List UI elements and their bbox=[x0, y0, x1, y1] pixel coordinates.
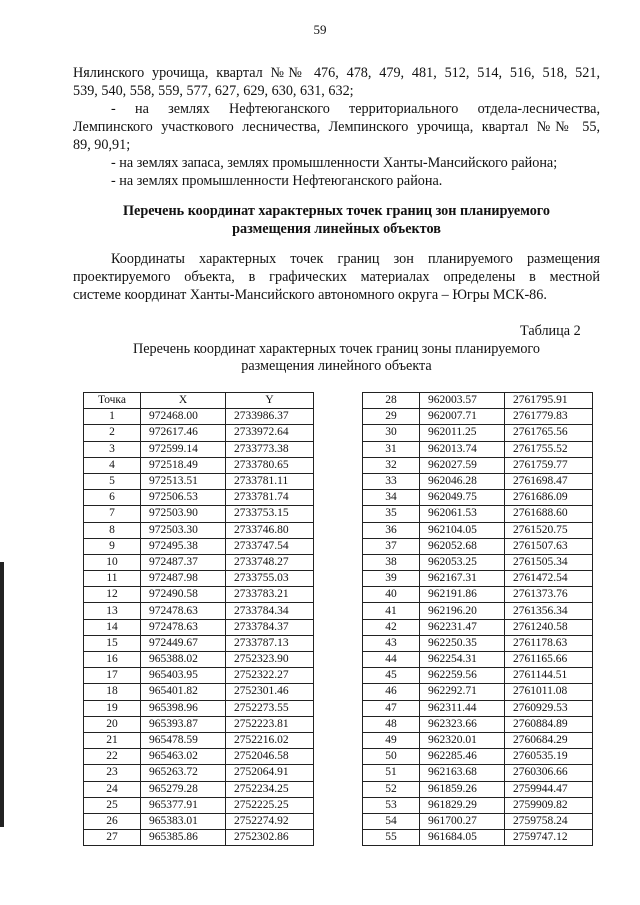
table-row bbox=[84, 668, 314, 684]
x-coordinate: 962254.31 bbox=[420, 652, 505, 668]
x-coordinate: 965388.02 bbox=[141, 652, 226, 668]
x-coordinate: 965393.87 bbox=[141, 716, 226, 732]
point-number: 10 bbox=[84, 554, 141, 570]
x-coordinate: 972503.30 bbox=[141, 522, 226, 538]
x-coordinate: 962046.28 bbox=[420, 473, 505, 489]
y-coordinate: 2733748.27 bbox=[226, 554, 314, 570]
y-coordinate: 2733781.11 bbox=[226, 473, 314, 489]
point-number: 54 bbox=[363, 813, 420, 829]
table-row bbox=[363, 716, 593, 732]
table-row bbox=[84, 473, 314, 489]
y-coordinate: 2733781.74 bbox=[226, 490, 314, 506]
point-number: 22 bbox=[84, 749, 141, 765]
table-row bbox=[84, 457, 314, 473]
point-number: 37 bbox=[363, 538, 420, 554]
y-coordinate: 2733755.03 bbox=[226, 571, 314, 587]
table-label: Таблица 2 bbox=[520, 323, 581, 339]
x-coordinate: 972617.46 bbox=[141, 425, 226, 441]
y-coordinate: 2760306.66 bbox=[505, 765, 593, 781]
table-row bbox=[84, 635, 314, 651]
table-row bbox=[84, 587, 314, 603]
table-row bbox=[363, 700, 593, 716]
point-number: 28 bbox=[363, 393, 420, 409]
y-coordinate: 2761240.58 bbox=[505, 619, 593, 635]
x-coordinate: 972518.49 bbox=[141, 457, 226, 473]
table-row bbox=[363, 635, 593, 651]
point-number: 19 bbox=[84, 700, 141, 716]
table-row bbox=[363, 506, 593, 522]
x-coordinate: 962311.44 bbox=[420, 700, 505, 716]
y-coordinate: 2752322.27 bbox=[226, 668, 314, 684]
intro-line: - на землях Нефтеюганского территориального отдела-лесничества, bbox=[111, 101, 600, 117]
point-number: 23 bbox=[84, 765, 141, 781]
table-row bbox=[84, 554, 314, 570]
paragraph-line: Координаты характерных точек границ зон планируемого размещения bbox=[111, 251, 600, 267]
table-row bbox=[84, 409, 314, 425]
point-number: 39 bbox=[363, 571, 420, 587]
x-coordinate: 962259.56 bbox=[420, 668, 505, 684]
point-number: 2 bbox=[84, 425, 141, 441]
x-coordinate: 965403.95 bbox=[141, 668, 226, 684]
header-y: Y bbox=[226, 393, 314, 409]
table-row bbox=[84, 506, 314, 522]
y-coordinate: 2733747.54 bbox=[226, 538, 314, 554]
y-coordinate: 2760929.53 bbox=[505, 700, 593, 716]
y-coordinate: 2752301.46 bbox=[226, 684, 314, 700]
x-coordinate: 961684.05 bbox=[420, 830, 505, 846]
x-coordinate: 972513.51 bbox=[141, 473, 226, 489]
table-header-row bbox=[84, 393, 314, 409]
header-x: X bbox=[141, 393, 226, 409]
y-coordinate: 2733787.13 bbox=[226, 635, 314, 651]
table-row bbox=[84, 749, 314, 765]
x-coordinate: 962049.75 bbox=[420, 490, 505, 506]
y-coordinate: 2761755.52 bbox=[505, 441, 593, 457]
y-coordinate: 2752234.25 bbox=[226, 781, 314, 797]
x-coordinate: 962320.01 bbox=[420, 732, 505, 748]
y-coordinate: 2761165.66 bbox=[505, 652, 593, 668]
y-coordinate: 2761688.60 bbox=[505, 506, 593, 522]
coordinates-table-right bbox=[362, 392, 593, 846]
table-row bbox=[84, 765, 314, 781]
y-coordinate: 2761505.34 bbox=[505, 554, 593, 570]
x-coordinate: 972487.98 bbox=[141, 571, 226, 587]
y-coordinate: 2760535.19 bbox=[505, 749, 593, 765]
y-coordinate: 2759758.24 bbox=[505, 813, 593, 829]
table-row bbox=[363, 538, 593, 554]
point-number: 27 bbox=[84, 830, 141, 846]
intro-line: 89, 90,91; bbox=[73, 137, 131, 153]
table-row bbox=[363, 813, 593, 829]
y-coordinate: 2761472.54 bbox=[505, 571, 593, 587]
table-row bbox=[84, 813, 314, 829]
x-coordinate: 972503.90 bbox=[141, 506, 226, 522]
y-coordinate: 2761356.34 bbox=[505, 603, 593, 619]
x-coordinate: 972495.38 bbox=[141, 538, 226, 554]
point-number: 35 bbox=[363, 506, 420, 522]
point-number: 32 bbox=[363, 457, 420, 473]
table-row bbox=[363, 797, 593, 813]
y-coordinate: 2733773.38 bbox=[226, 441, 314, 457]
point-number: 12 bbox=[84, 587, 141, 603]
table-row bbox=[84, 830, 314, 846]
section-heading: Перечень координат характерных точек границ зон планируемого bbox=[123, 203, 550, 219]
y-coordinate: 2761011.08 bbox=[505, 684, 593, 700]
x-coordinate: 965478.59 bbox=[141, 732, 226, 748]
point-number: 49 bbox=[363, 732, 420, 748]
y-coordinate: 2761178.63 bbox=[505, 635, 593, 651]
x-coordinate: 961829.29 bbox=[420, 797, 505, 813]
y-coordinate: 2761686.09 bbox=[505, 490, 593, 506]
table-row bbox=[363, 603, 593, 619]
table-row bbox=[84, 732, 314, 748]
table-row bbox=[84, 781, 314, 797]
table-row bbox=[363, 473, 593, 489]
table-row bbox=[363, 490, 593, 506]
point-number: 40 bbox=[363, 587, 420, 603]
table-row bbox=[363, 732, 593, 748]
x-coordinate: 962013.74 bbox=[420, 441, 505, 457]
paragraph-line: системе координат Ханты-Мансийского автономного округа – Югры МСК-86. bbox=[73, 287, 547, 303]
table-row bbox=[363, 684, 593, 700]
page-number: 59 bbox=[313, 22, 327, 37]
point-number: 9 bbox=[84, 538, 141, 554]
table-row bbox=[363, 571, 593, 587]
x-coordinate: 972449.67 bbox=[141, 635, 226, 651]
table-row bbox=[363, 441, 593, 457]
x-coordinate: 962011.25 bbox=[420, 425, 505, 441]
point-number: 7 bbox=[84, 506, 141, 522]
x-coordinate: 972487.37 bbox=[141, 554, 226, 570]
table-row bbox=[84, 490, 314, 506]
table-row bbox=[363, 409, 593, 425]
y-coordinate: 2760884.89 bbox=[505, 716, 593, 732]
table-row bbox=[363, 765, 593, 781]
x-coordinate: 965463.02 bbox=[141, 749, 226, 765]
point-number: 26 bbox=[84, 813, 141, 829]
table-row bbox=[363, 522, 593, 538]
point-number: 47 bbox=[363, 700, 420, 716]
table-row bbox=[84, 603, 314, 619]
point-number: 41 bbox=[363, 603, 420, 619]
y-coordinate: 2760684.29 bbox=[505, 732, 593, 748]
x-coordinate: 962061.53 bbox=[420, 506, 505, 522]
y-coordinate: 2761765.56 bbox=[505, 425, 593, 441]
point-number: 5 bbox=[84, 473, 141, 489]
point-number: 16 bbox=[84, 652, 141, 668]
x-coordinate: 965377.91 bbox=[141, 797, 226, 813]
y-coordinate: 2752323.90 bbox=[226, 652, 314, 668]
x-coordinate: 972478.63 bbox=[141, 603, 226, 619]
x-coordinate: 965401.82 bbox=[141, 684, 226, 700]
table-row bbox=[363, 749, 593, 765]
y-coordinate: 2733783.21 bbox=[226, 587, 314, 603]
y-coordinate: 2759944.47 bbox=[505, 781, 593, 797]
y-coordinate: 2761779.83 bbox=[505, 409, 593, 425]
y-coordinate: 2761759.77 bbox=[505, 457, 593, 473]
point-number: 51 bbox=[363, 765, 420, 781]
table-row bbox=[363, 668, 593, 684]
y-coordinate: 2761507.63 bbox=[505, 538, 593, 554]
intro-line: - на землях запаса, землях промышленности Ханты-Мансийского района; bbox=[111, 155, 558, 171]
x-coordinate: 972490.58 bbox=[141, 587, 226, 603]
header-point: Точка bbox=[84, 393, 141, 409]
point-number: 55 bbox=[363, 830, 420, 846]
point-number: 15 bbox=[84, 635, 141, 651]
table-row bbox=[84, 619, 314, 635]
table-row bbox=[84, 522, 314, 538]
scan-edge-bar bbox=[0, 562, 4, 827]
y-coordinate: 2752223.81 bbox=[226, 716, 314, 732]
point-number: 17 bbox=[84, 668, 141, 684]
point-number: 3 bbox=[84, 441, 141, 457]
y-coordinate: 2759747.12 bbox=[505, 830, 593, 846]
point-number: 52 bbox=[363, 781, 420, 797]
y-coordinate: 2761520.75 bbox=[505, 522, 593, 538]
table-row bbox=[84, 652, 314, 668]
x-coordinate: 965385.86 bbox=[141, 830, 226, 846]
intro-line: 539, 540, 558, 559, 577, 627, 629, 630, 631, 632; bbox=[73, 83, 354, 99]
point-number: 29 bbox=[363, 409, 420, 425]
point-number: 13 bbox=[84, 603, 141, 619]
point-number: 45 bbox=[363, 668, 420, 684]
intro-line: - на землях промышленности Нефтеюганского района. bbox=[111, 173, 443, 189]
x-coordinate: 961700.27 bbox=[420, 813, 505, 829]
y-coordinate: 2733986.37 bbox=[226, 409, 314, 425]
table-row bbox=[84, 538, 314, 554]
y-coordinate: 2733784.37 bbox=[226, 619, 314, 635]
point-number: 11 bbox=[84, 571, 141, 587]
table-row bbox=[84, 684, 314, 700]
x-coordinate: 962053.25 bbox=[420, 554, 505, 570]
point-number: 30 bbox=[363, 425, 420, 441]
table-row bbox=[363, 425, 593, 441]
x-coordinate: 962052.68 bbox=[420, 538, 505, 554]
point-number: 46 bbox=[363, 684, 420, 700]
point-number: 43 bbox=[363, 635, 420, 651]
table-caption: Перечень координат характерных точек границ зоны планируемого bbox=[133, 341, 540, 357]
point-number: 24 bbox=[84, 781, 141, 797]
point-number: 31 bbox=[363, 441, 420, 457]
table-row bbox=[363, 587, 593, 603]
x-coordinate: 965263.72 bbox=[141, 765, 226, 781]
table-row bbox=[84, 425, 314, 441]
x-coordinate: 962292.71 bbox=[420, 684, 505, 700]
y-coordinate: 2761698.47 bbox=[505, 473, 593, 489]
table-row bbox=[363, 619, 593, 635]
y-coordinate: 2752046.58 bbox=[226, 749, 314, 765]
x-coordinate: 965398.96 bbox=[141, 700, 226, 716]
x-coordinate: 962163.68 bbox=[420, 765, 505, 781]
point-number: 18 bbox=[84, 684, 141, 700]
y-coordinate: 2752064.91 bbox=[226, 765, 314, 781]
x-coordinate: 962003.57 bbox=[420, 393, 505, 409]
table-row bbox=[84, 797, 314, 813]
table-row bbox=[84, 716, 314, 732]
point-number: 42 bbox=[363, 619, 420, 635]
point-number: 38 bbox=[363, 554, 420, 570]
y-coordinate: 2752216.02 bbox=[226, 732, 314, 748]
x-coordinate: 962285.46 bbox=[420, 749, 505, 765]
x-coordinate: 965383.01 bbox=[141, 813, 226, 829]
table-row bbox=[363, 830, 593, 846]
y-coordinate: 2761795.91 bbox=[505, 393, 593, 409]
point-number: 36 bbox=[363, 522, 420, 538]
y-coordinate: 2733753.15 bbox=[226, 506, 314, 522]
section-heading: размещения линейных объектов bbox=[232, 221, 441, 237]
point-number: 50 bbox=[363, 749, 420, 765]
y-coordinate: 2761373.76 bbox=[505, 587, 593, 603]
point-number: 25 bbox=[84, 797, 141, 813]
x-coordinate: 961859.26 bbox=[420, 781, 505, 797]
table-caption: размещения линейного объекта bbox=[241, 358, 432, 374]
y-coordinate: 2752273.55 bbox=[226, 700, 314, 716]
x-coordinate: 965279.28 bbox=[141, 781, 226, 797]
table-row bbox=[363, 393, 593, 409]
y-coordinate: 2733746.80 bbox=[226, 522, 314, 538]
table-row bbox=[363, 652, 593, 668]
x-coordinate: 962196.20 bbox=[420, 603, 505, 619]
y-coordinate: 2752302.86 bbox=[226, 830, 314, 846]
table-row bbox=[363, 554, 593, 570]
intro-line: Нялинского урочища, квартал №№ 476, 478, 479, 481, 512, 514, 516, 518, 521, bbox=[73, 65, 600, 81]
y-coordinate: 2733784.34 bbox=[226, 603, 314, 619]
point-number: 21 bbox=[84, 732, 141, 748]
y-coordinate: 2733972.64 bbox=[226, 425, 314, 441]
x-coordinate: 962191.86 bbox=[420, 587, 505, 603]
x-coordinate: 962231.47 bbox=[420, 619, 505, 635]
point-number: 48 bbox=[363, 716, 420, 732]
x-coordinate: 972506.53 bbox=[141, 490, 226, 506]
table-row bbox=[84, 441, 314, 457]
y-coordinate: 2752225.25 bbox=[226, 797, 314, 813]
point-number: 53 bbox=[363, 797, 420, 813]
point-number: 4 bbox=[84, 457, 141, 473]
paragraph-line: проектируемого объекта, в графических материалах определены в местной bbox=[73, 269, 600, 285]
point-number: 34 bbox=[363, 490, 420, 506]
table-row bbox=[363, 457, 593, 473]
x-coordinate: 962323.66 bbox=[420, 716, 505, 732]
point-number: 20 bbox=[84, 716, 141, 732]
x-coordinate: 972468.00 bbox=[141, 409, 226, 425]
point-number: 1 bbox=[84, 409, 141, 425]
table-row bbox=[363, 781, 593, 797]
x-coordinate: 972599.14 bbox=[141, 441, 226, 457]
point-number: 8 bbox=[84, 522, 141, 538]
y-coordinate: 2761144.51 bbox=[505, 668, 593, 684]
x-coordinate: 962250.35 bbox=[420, 635, 505, 651]
point-number: 6 bbox=[84, 490, 141, 506]
point-number: 14 bbox=[84, 619, 141, 635]
x-coordinate: 962027.59 bbox=[420, 457, 505, 473]
x-coordinate: 972478.63 bbox=[141, 619, 226, 635]
x-coordinate: 962104.05 bbox=[420, 522, 505, 538]
intro-line: Лемпинского участкового лесничества, Лемпинского урочища, квартал №№ 55, bbox=[73, 119, 600, 135]
x-coordinate: 962167.31 bbox=[420, 571, 505, 587]
coordinates-table-left bbox=[83, 392, 314, 846]
y-coordinate: 2759909.82 bbox=[505, 797, 593, 813]
point-number: 44 bbox=[363, 652, 420, 668]
y-coordinate: 2752274.92 bbox=[226, 813, 314, 829]
table-row bbox=[84, 571, 314, 587]
point-number: 33 bbox=[363, 473, 420, 489]
y-coordinate: 2733780.65 bbox=[226, 457, 314, 473]
table-row bbox=[84, 700, 314, 716]
x-coordinate: 962007.71 bbox=[420, 409, 505, 425]
